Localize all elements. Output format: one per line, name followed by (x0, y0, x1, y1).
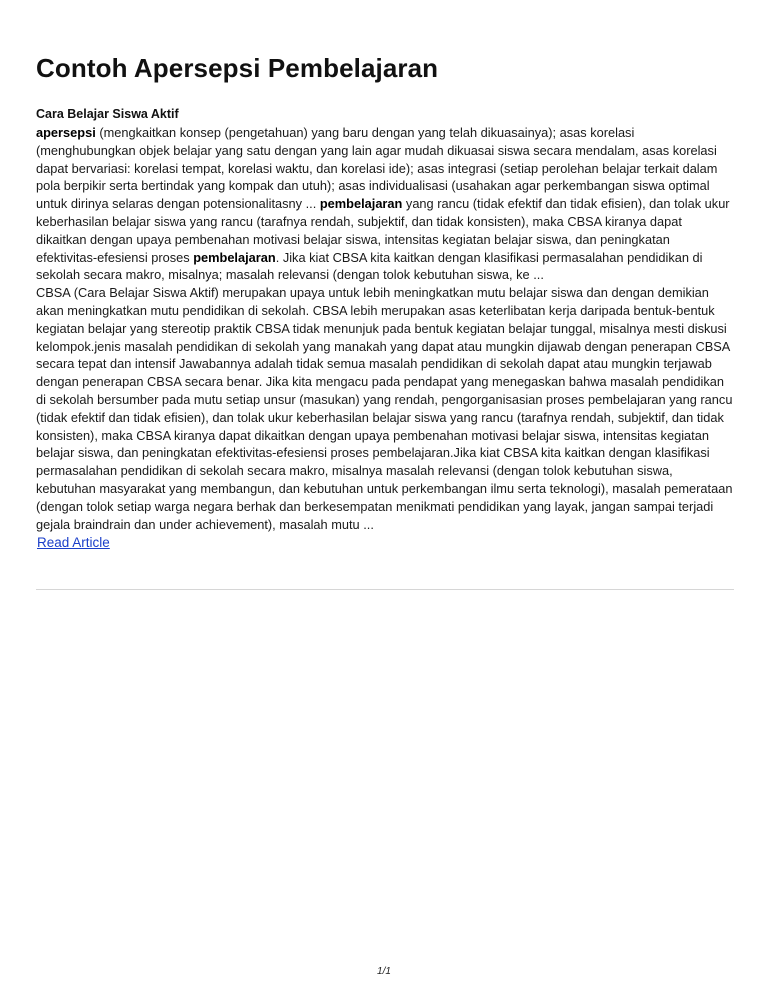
page-number: 1/1 (377, 966, 391, 977)
section-subtitle: Cara Belajar Siswa Aktif (36, 107, 179, 121)
bold-keyword: apersepsi (36, 125, 96, 140)
paragraph-main: CBSA (Cara Belajar Siswa Aktif) merupakan upaya untuk lebih meningkatkan mutu belajar siswa dan dengan demikian akan meningkatkan mutu pendidikan di sekolah. CBSA lebih merupakan asas keterlibatan kerja daripada bentuk-bentuk kegiatan belajar yang stereotip praktik CBSA tidak menunjuk pada bentuk kegiatan belajar tunggal, misalnya mesti diskusi kelompok.jenis masalah pendidikan di sekolah yang manakah yang dapat atau mungkin dijawab dengan penerapan CBSA secara tepat dan intensif Jawabannya adalah tidak semua masalah pendidikan di sekolah dapat atau mungkin terjawab dengan penerapan CBSA secara benar. Jika kita mengacu pada pendapat yang menegaskan bahwa masalah pendidikan di sekolah bersumber pada mutu setiap unsur (masukan) yang rendah, pengorganisasian proses pembelajaran yang rancu (tidak efektif dan tidak efisien), dan tolak ukur keberhasilan belajar siswa yang rancu (tarafnya rendah, subjektif, dan tidak konsisten), maka CBSA kiranya dapat dikaitkan dengan upaya pembenahan motivasi belajar siswa, intensitas kegiatan belajar siswa, dan peningkatan efektivitas-efesiensi proses pembelajaran.Jika kiat CBSA kita kaitkan dengan klasifikasi permasalahan pendidikan di sekolah secara makro, misalnya masalah relevansi (dengan tolok kebutuhan siswa, kebutuhan masyarakat yang membangun, dan kebutuhan untuk perkembangan ilmu serta teknologi), masalah pemerataan (dengan tolok setiap warga negara berhak dan berkesempatan menikmati pendidikan yang layak, jangan sampai terjadi gejala braindrain dan under achievement), masalah mutu ... (36, 285, 733, 532)
bold-keyword: pembelajaran (319, 196, 403, 212)
paragraph-excerpt (36, 124, 734, 284)
paragraph-text: . Jika kiat CBSA kita kaitkan dengan klasifikasi permasalahan pendidikan di sekolah secara makro, misalnya; masalah relevansi (dengan tolok kebutuhan siswa, ke ... (36, 249, 703, 283)
read-article-link[interactable]: Read Article (37, 535, 110, 551)
article-body (36, 124, 734, 552)
paragraph-text: yang rancu (tidak efektif dan tidak efisien), dan tolak ukur keberhasilan belajar siswa yang rancu (tarafnya rendah, subjektif, dan tidak konsisten), maka CBSA kiranya dapat dikaitkan dengan upaya pembenahan motivasi belajar siswa, intensitas kegiatan belajar siswa, dan peningkatan efektivitas-efesiensi proses (36, 196, 730, 265)
page-title: Contoh Apersepsi Pembelajaran (36, 53, 439, 83)
paragraph-text: (mengkaitkan konsep (pengetahuan) yang baru dengan yang telah dikuasainya); asas korelasi (menghubungkan objek belajar yang satu dengan yang lain agar mudah dikuasai siswa secara mendalam, asas korelasi dapat bervariasi: korelasi tempat, korelasi waktu, dan korelasi ide); asas integrasi (setiap perolehan belajar terkait dalam pola berpikir serta bertindak yang kompak dan utuh); asas individualisasi (usahakan agar perkembangan siswa optimal untuk dirinya selaras dengan potensionalitasny ... (36, 125, 718, 212)
divider (36, 589, 734, 590)
bold-keyword: pembelajaran (193, 249, 276, 265)
